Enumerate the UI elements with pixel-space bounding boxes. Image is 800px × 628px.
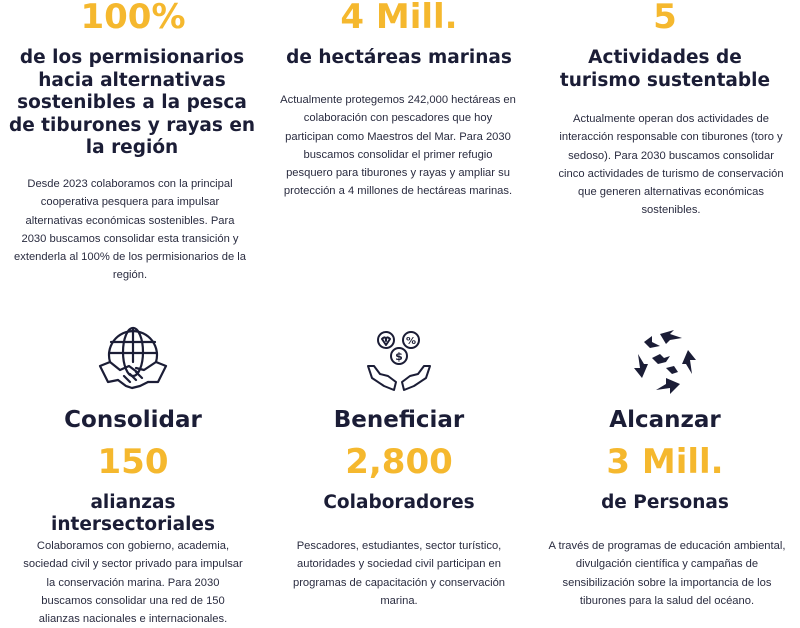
stat-value: 4 Mill.: [340, 0, 458, 37]
goal-value: 2,800: [345, 442, 453, 482]
stat-description: Desde 2023 colaboramos con la principal cooperativa pesquera para impulsar alternativas económicas sostenibles. Para 2030 buscamos consolidar esta transición y extenderla al 100% de los permisionarios de la región.: [14, 178, 246, 282]
stat-card-hectareas: [266, 0, 532, 300]
goal-card-personas: [532, 320, 798, 628]
shark-circle-icon: [630, 328, 700, 398]
goal-heading: alianzas intersectoriales: [51, 492, 215, 535]
goal-verb: Consolidar: [64, 407, 202, 433]
hands-benefits-icon: [362, 326, 436, 396]
goal-verb: Beneficiar: [333, 407, 465, 433]
goal-description: Colaboramos con gobierno, academia, sociedad civil y sector privado para impulsar la conservación marina. Para 2030 buscamos consolidar una red de 150 alianzas nacionales e internacionales.: [23, 540, 243, 626]
stat-description: Actualmente operan dos actividades de interacción responsable con tiburones (toro y sedoso). Para 2030 buscamos consolidar cinco actividades de turismo de conservación que generen alternativas económicas sostenibles.: [558, 113, 784, 217]
goal-description: Pescadores, estudiantes, sector turístico, autoridades y sociedad civil participan en programas de capacitación y conservación marina.: [292, 540, 506, 607]
globe-handshake-icon: [96, 326, 170, 394]
goal-value: 3 Mill.: [606, 442, 724, 482]
goal-value: 150: [97, 442, 169, 482]
stat-heading: de los permisionarios hacia alternativas sostenibles a la pesca de tiburones y rayas en la región: [8, 47, 256, 158]
goal-card-colaboradores: [266, 320, 532, 628]
svg-text:%: %: [405, 336, 417, 347]
goal-heading: de Personas: [601, 492, 729, 513]
stat-heading: de hectáreas marinas: [286, 47, 512, 68]
svg-text:$: $: [395, 350, 403, 363]
goal-card-alianzas: [0, 320, 266, 628]
stat-description: Actualmente protegemos 242,000 hectáreas en colaboración con pescadores que hoy participan como Maestros del Mar. Para 2030 buscamos consolidar el primer refugio pesquero para tiburones y rayas y ampliar su protección a 4 millones de hectáreas marinas.: [280, 94, 516, 198]
stat-card-turismo: [532, 0, 798, 300]
stat-heading: Actividades de turismo sustentable: [559, 47, 771, 91]
goal-verb: Alcanzar: [609, 407, 721, 433]
goal-description: A través de programas de educación ambiental, divulgación científica y campañas de sensibilización sobre la importancia de los tiburones para la salud del océano.: [548, 540, 786, 607]
goal-heading: Colaboradores: [323, 492, 475, 513]
stat-value: 5: [653, 0, 677, 37]
stat-value: 100%: [80, 0, 186, 37]
stat-card-permisionarios: [0, 0, 266, 300]
